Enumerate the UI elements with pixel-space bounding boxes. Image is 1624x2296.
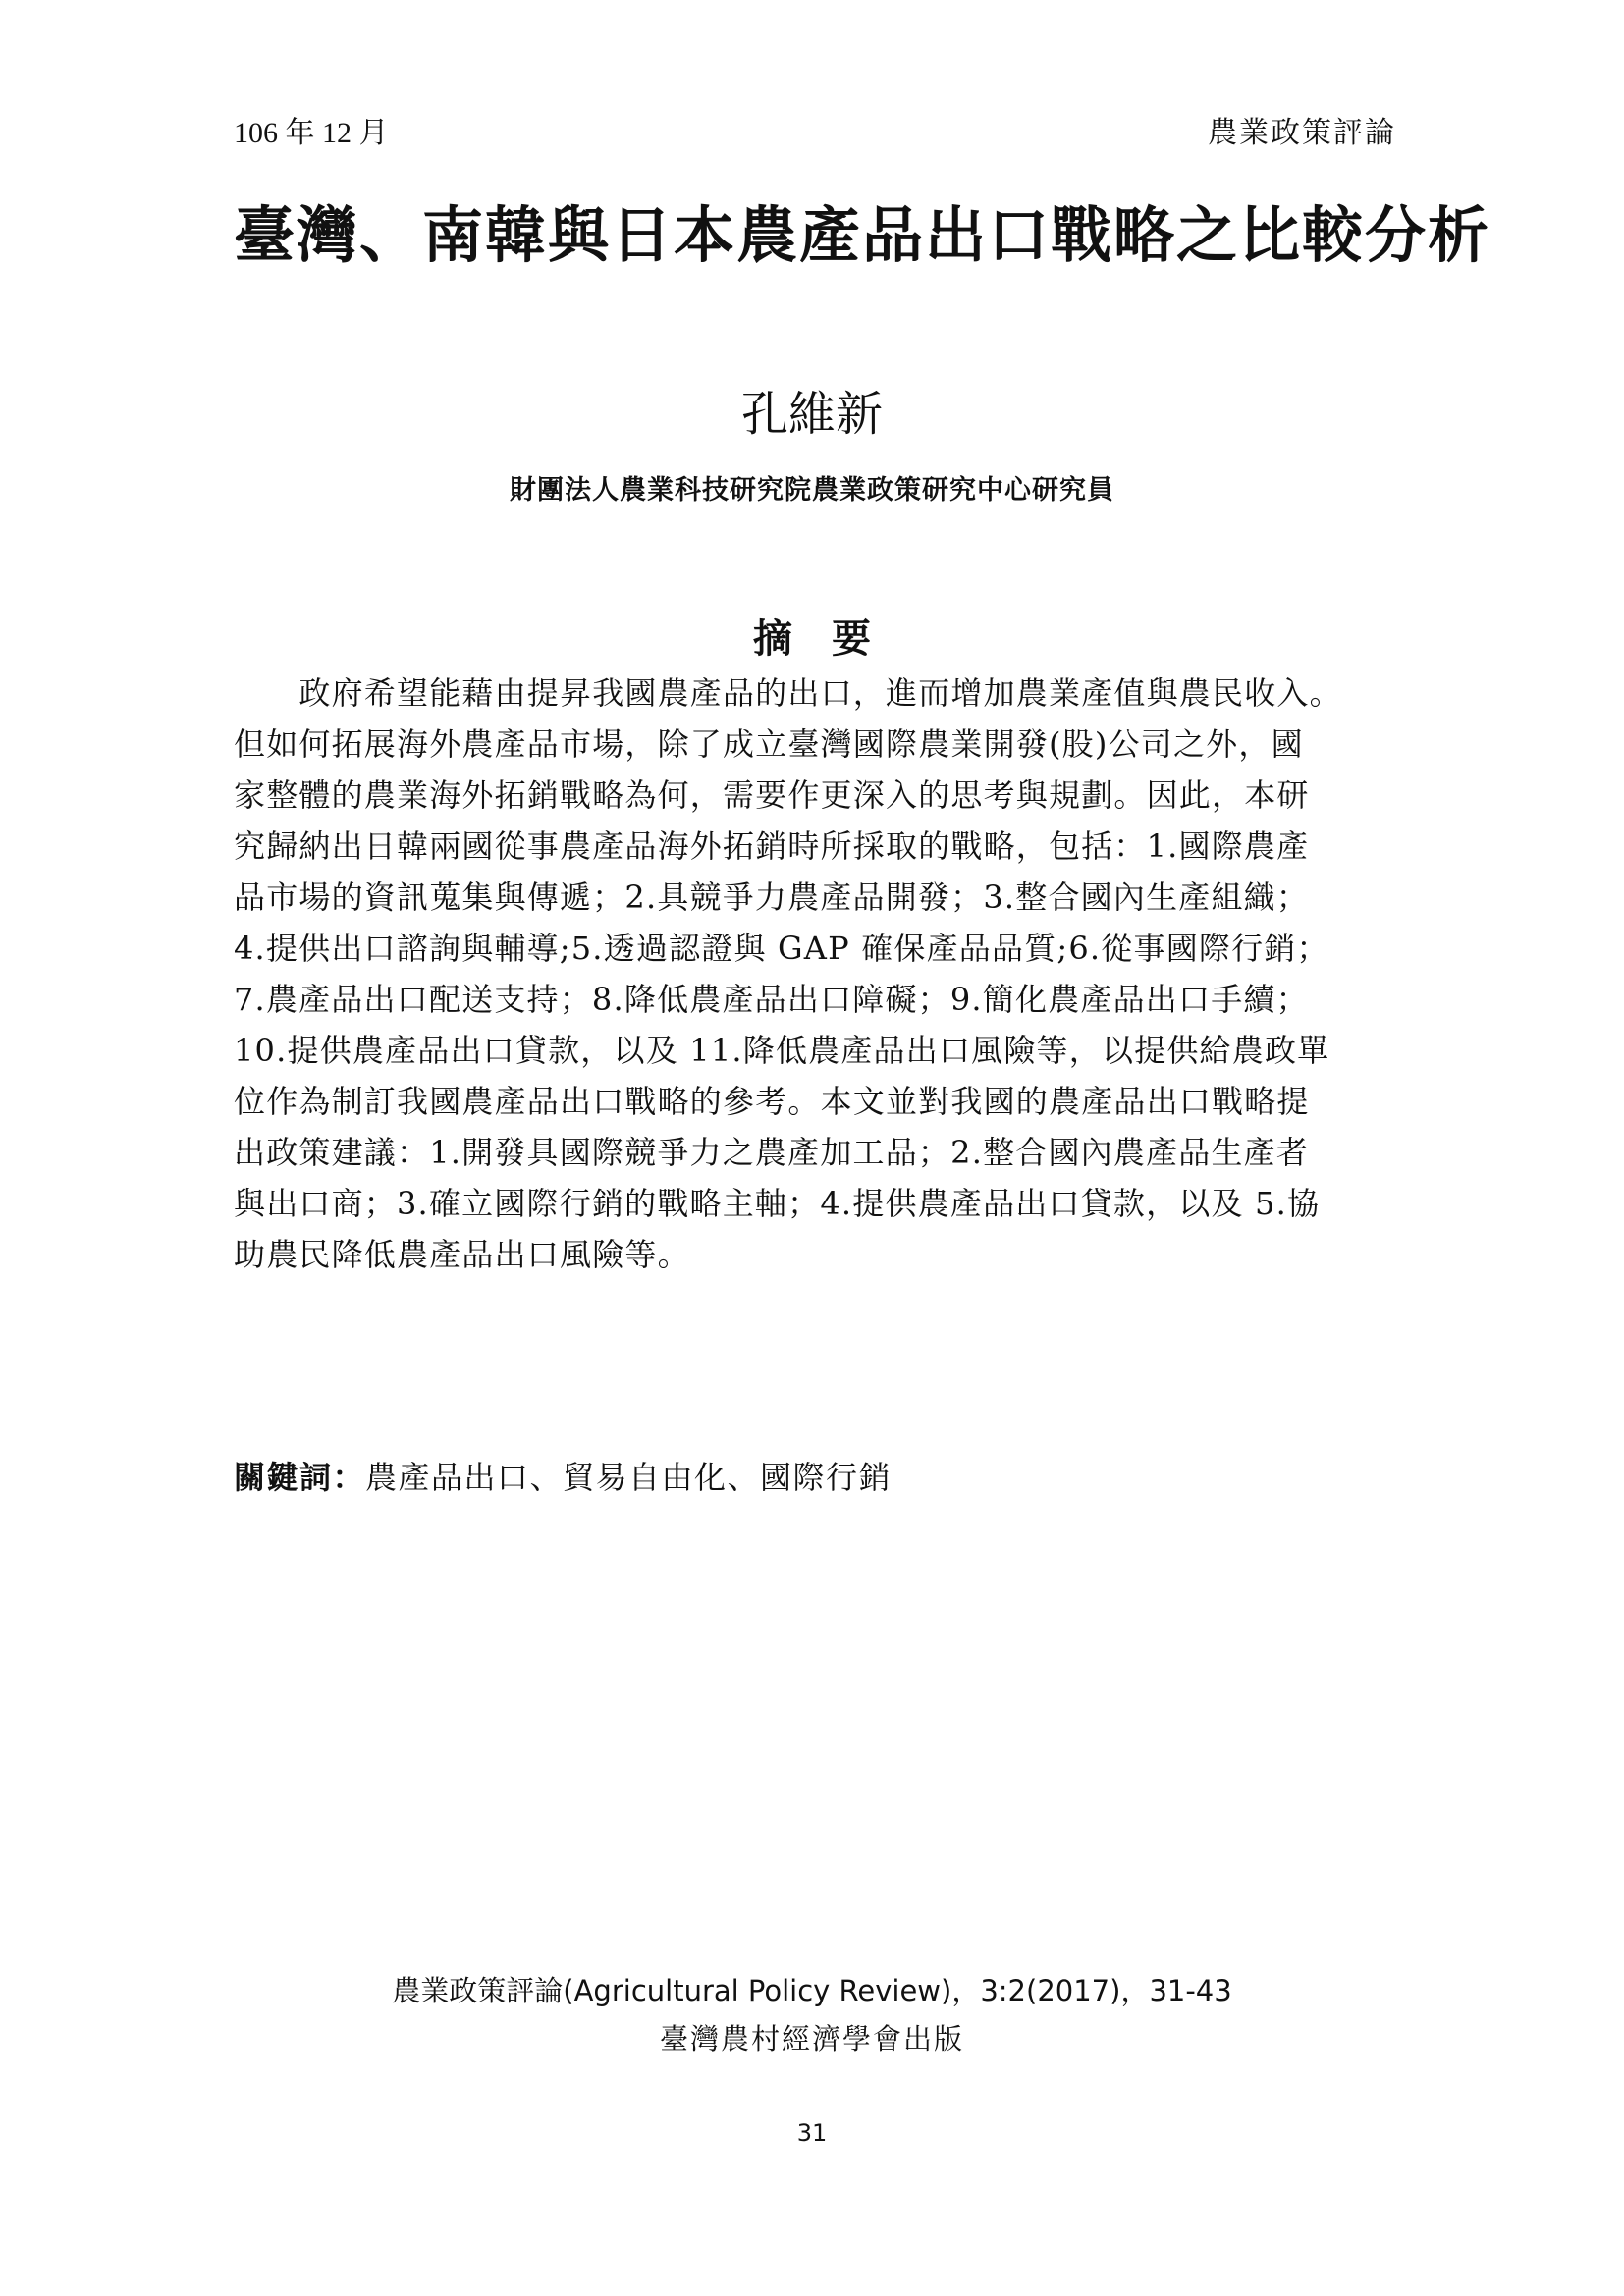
paper-title: 臺灣、南韓與日本農產品出口戰略之比較分析 (234, 199, 1491, 271)
author-name: 孔維新 (740, 387, 883, 442)
abstract-line: 究歸納出日韓兩國從事農產品海外拓銷時所採取的戰略，包括：1.國際農產 (234, 828, 1310, 865)
abstract-line: 政府希望能藉由提昇我國農產品的出口，進而增加農業產值與農民收入。 (234, 674, 1342, 712)
abstract-line: 位作為制訂我國農產品出口戰略的參考。本文並對我國的農產品出口戰略提 (234, 1083, 1310, 1120)
keywords-value: 農產品出口、貿易自由化、國際行銷 (365, 1459, 893, 1496)
abstract-line: 4.提供出口諮詢與輔導;5.透過認證與 GAP 確保產品品質;6.從事國際行銷； (234, 930, 1329, 967)
abstract-line: 7.農產品出口配送支持；8.降低農產品出口障礙；9.簡化農產品出口手續； (234, 981, 1309, 1018)
abstract-heading: 摘要 (753, 615, 910, 662)
page-number: 31 (796, 2119, 828, 2147)
citation-line (0, 1971, 1624, 2010)
header-issue-date: 106 年 12 月 (234, 117, 389, 149)
citation-journal-en: (Agricultural Policy Review)，3:2(2017)，31-43 (563, 1974, 1232, 2007)
abstract-line: 家整體的農業海外拓銷戰略為何，需要作更深入的思考與規劃。因此，本研 (234, 776, 1310, 814)
abstract-body (234, 667, 1396, 1280)
abstract-line: 出政策建議：1.開發具國際競爭力之農產加工品；2.整合國內農產品生產者 (234, 1134, 1310, 1171)
keywords (234, 1456, 892, 1499)
abstract-line: 助農民降低農產品出口風險等。 (234, 1236, 690, 1273)
abstract-line: 10.提供農產品出口貸款，以及 11.降低農產品出口風險等，以提供給農政單 (234, 1032, 1330, 1069)
keywords-label: 關鍵詞： (234, 1459, 366, 1496)
abstract-line: 但如何拓展海外農產品市場，除了成立臺灣國際農業開發(股)公司之外，國 (234, 725, 1304, 763)
publisher-line: 臺灣農村經濟學會出版 (659, 2022, 964, 2056)
abstract-line: 與出口商；3.確立國際行銷的戰略主軸；4.提供農產品出口貸款，以及 5.協 (234, 1185, 1321, 1222)
abstract-line: 品市場的資訊蒐集與傳遞；2.具競爭力農產品開發；3.整合國內生產組織； (234, 879, 1310, 916)
citation-journal-cn: 農業政策評論 (392, 1974, 564, 2007)
header-journal-name: 農業政策評論 (1208, 116, 1396, 150)
author-affiliation: 財團法人農業科技研究院農業政策研究中心研究員 (510, 475, 1114, 506)
